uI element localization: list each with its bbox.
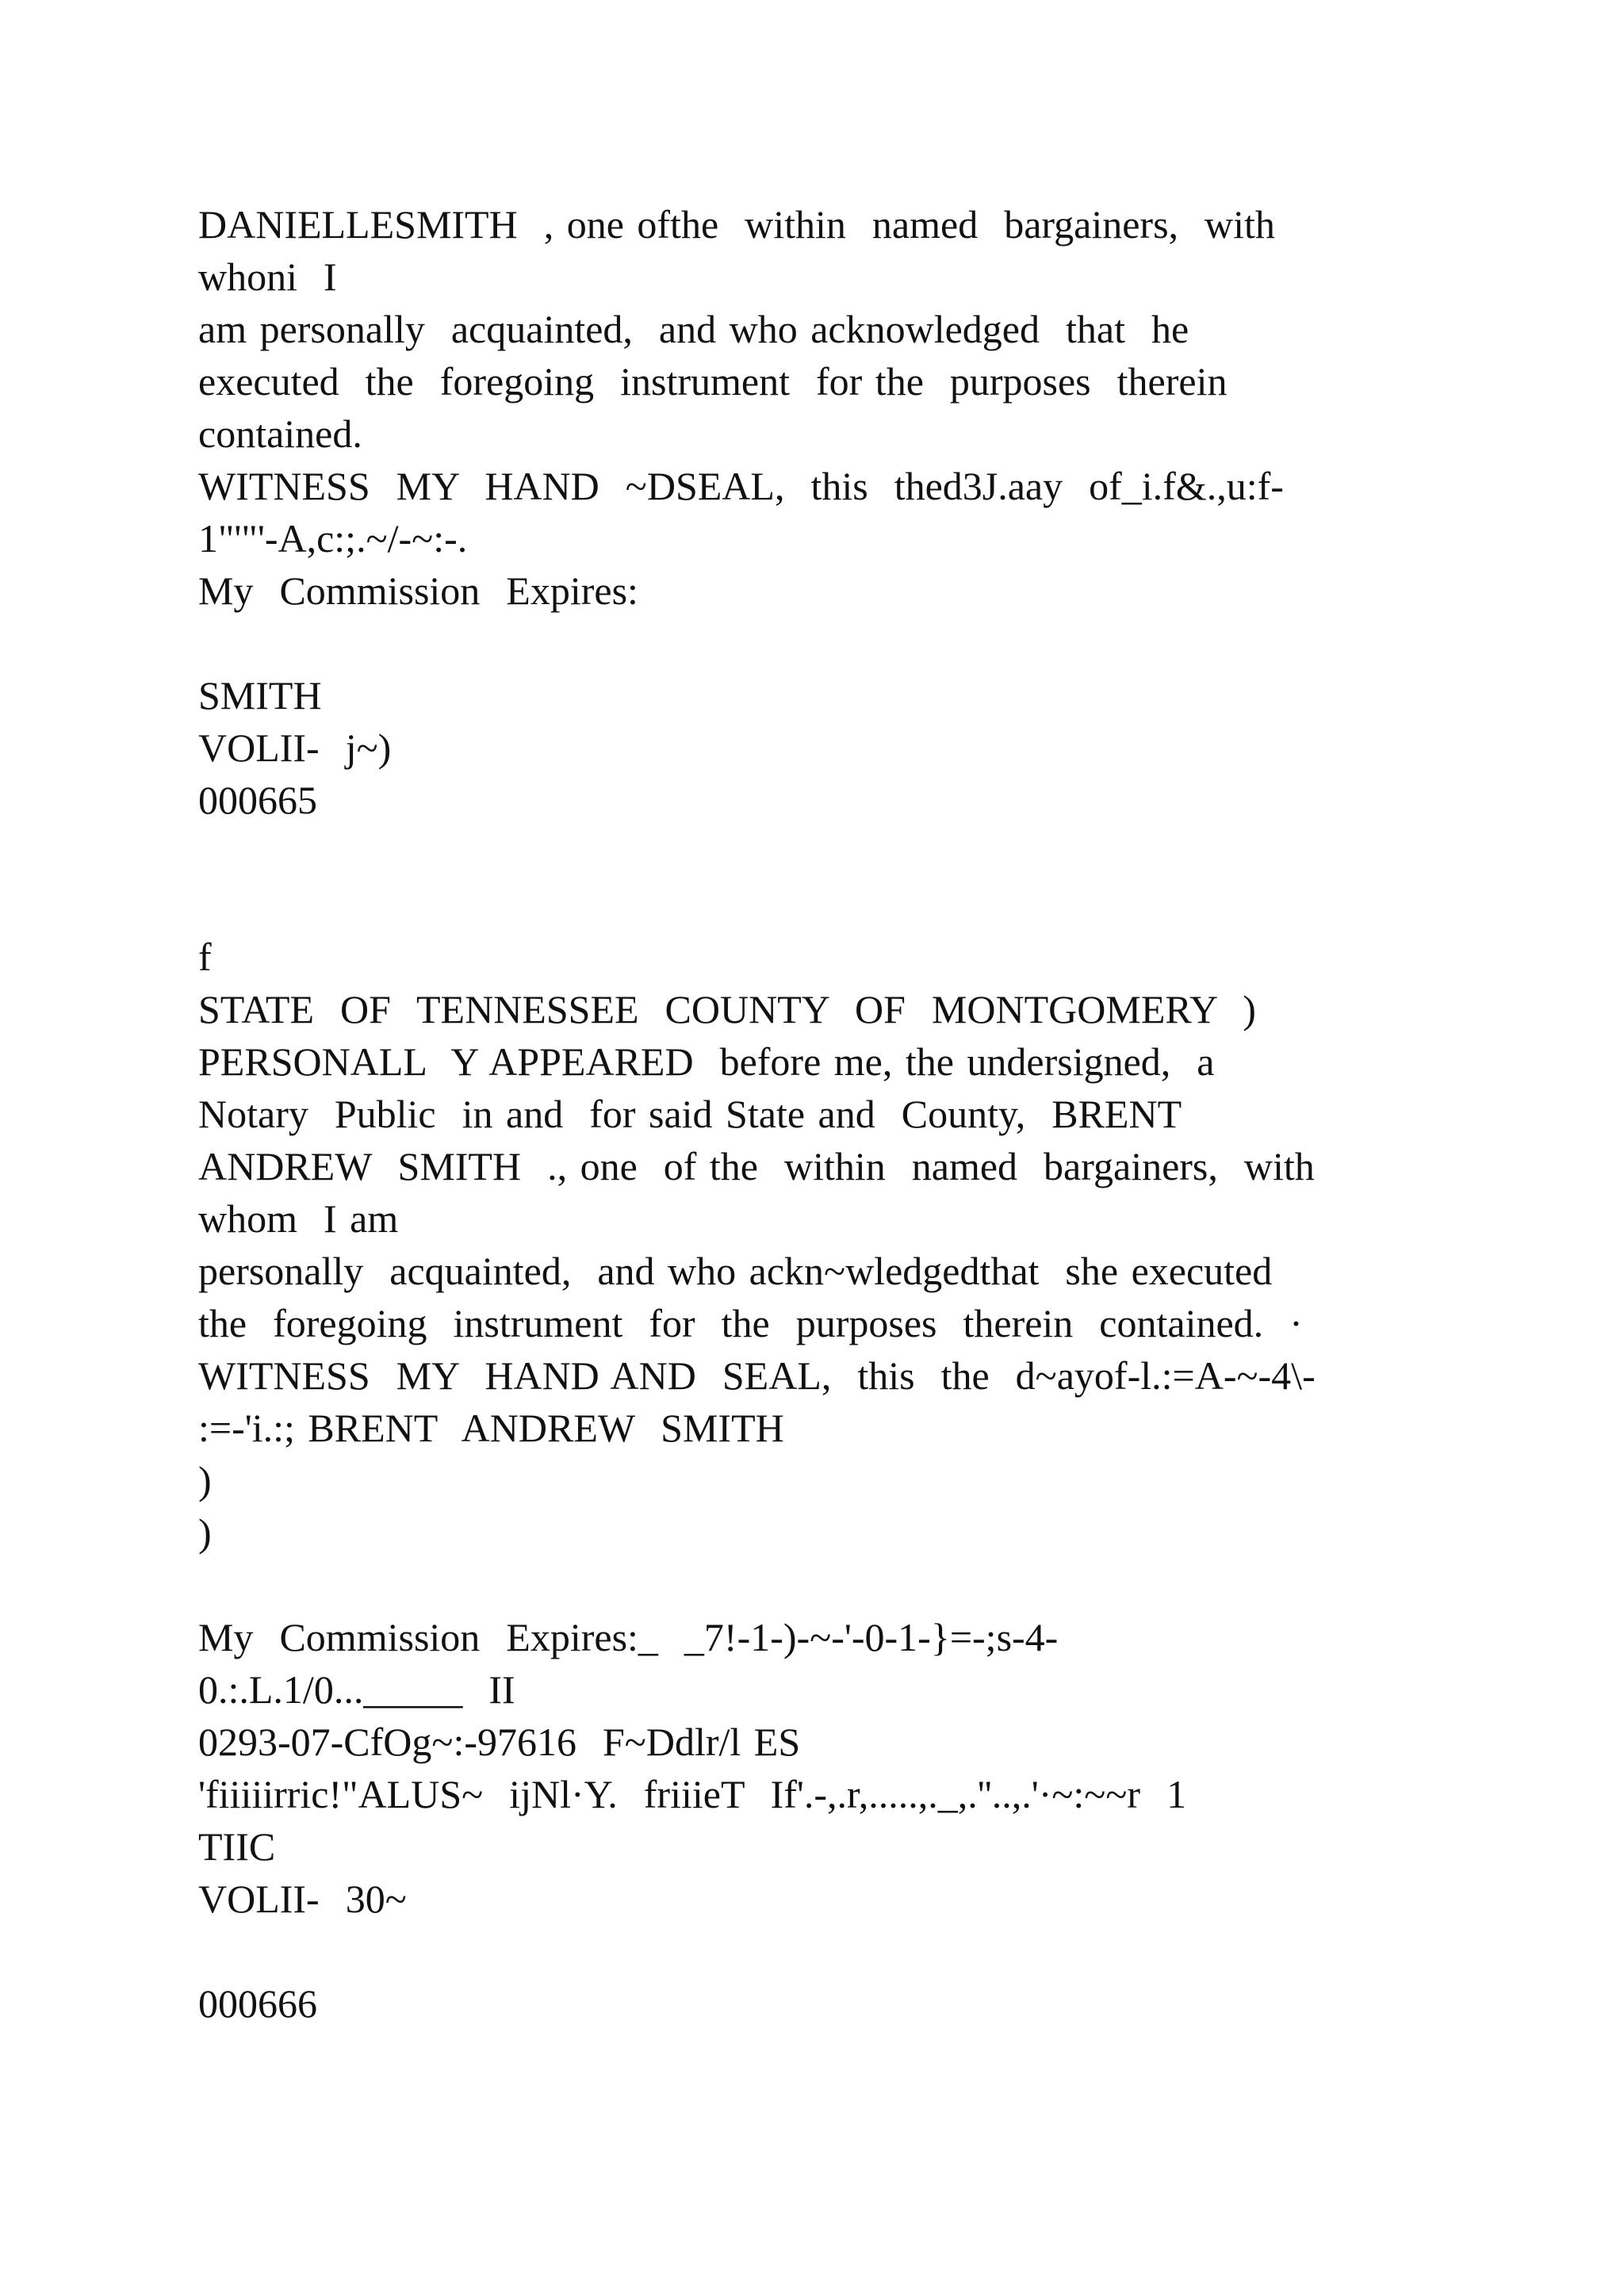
text-line: :=-'i.:; BRENT ANDREW SMITH	[198, 1406, 784, 1450]
text-line: ANDREW SMITH ., one of the within named bargainers, with	[198, 1144, 1315, 1188]
text-line: WITNESS MY HAND ~DSEAL, this thed3J.aay of_i.f&.,u:f-	[198, 464, 1284, 508]
text-line: contained.	[198, 411, 362, 456]
text-line: My Commission Expires:_ _7!-1-)-~-'-0-1-}=-;s-4-	[198, 1615, 1059, 1659]
text-line: WITNESS MY HAND AND SEAL, this the d~ayof-l.:=A-~-4\-	[198, 1353, 1316, 1398]
text-line: 1"'"'-A,c:;.~/-~:-.	[198, 516, 468, 561]
text-line: SMITH	[198, 673, 322, 718]
text-line: whom I am	[198, 1196, 399, 1241]
text-line: 0293-07-CfOg~:-97616 F~Ddlr/l ES	[198, 1720, 801, 1764]
text-line: TIIC	[198, 1824, 276, 1869]
text-line: )	[198, 1510, 212, 1555]
text-line: 'fiiiiirric!"ALUS~ ijNl·Y. friiieT If'.-,.r,.....,._,.''..,.'·~:~~r 1	[198, 1772, 1187, 1816]
text-line: 000666	[198, 1981, 317, 2026]
text-line: PERSONALL Y APPEARED before me, the undersigned, a	[198, 1039, 1215, 1084]
text-line: My Commission Expires:	[198, 568, 638, 613]
text-line: executed the foregoing instrument for the purposes therein	[198, 359, 1228, 404]
text-line: )	[198, 1458, 212, 1502]
text-line: VOLII- 30~	[198, 1877, 407, 1921]
text-line: Notary Public in and for said State and County, BRENT	[198, 1092, 1182, 1136]
text-line: am personally acquainted, and who acknowledged that he	[198, 307, 1189, 351]
text-line: f	[198, 935, 212, 979]
text-line: 0.:.L.1/0..._____ II	[198, 1667, 515, 1712]
text-line: DANIELLESMITH , one ofthe within named bargainers, with	[198, 202, 1275, 247]
text-line: 000665	[198, 778, 317, 822]
text-line: STATE OF TENNESSEE COUNTY OF MONTGOMERY )	[198, 987, 1256, 1031]
text-line: VOLII- j~)	[198, 725, 392, 770]
text-line: the foregoing instrument for the purposes therein contained. ·	[198, 1301, 1303, 1345]
text-line: whoni I	[198, 254, 337, 299]
text-line: personally acquainted, and who ackn~wledgedthat she executed	[198, 1249, 1273, 1293]
